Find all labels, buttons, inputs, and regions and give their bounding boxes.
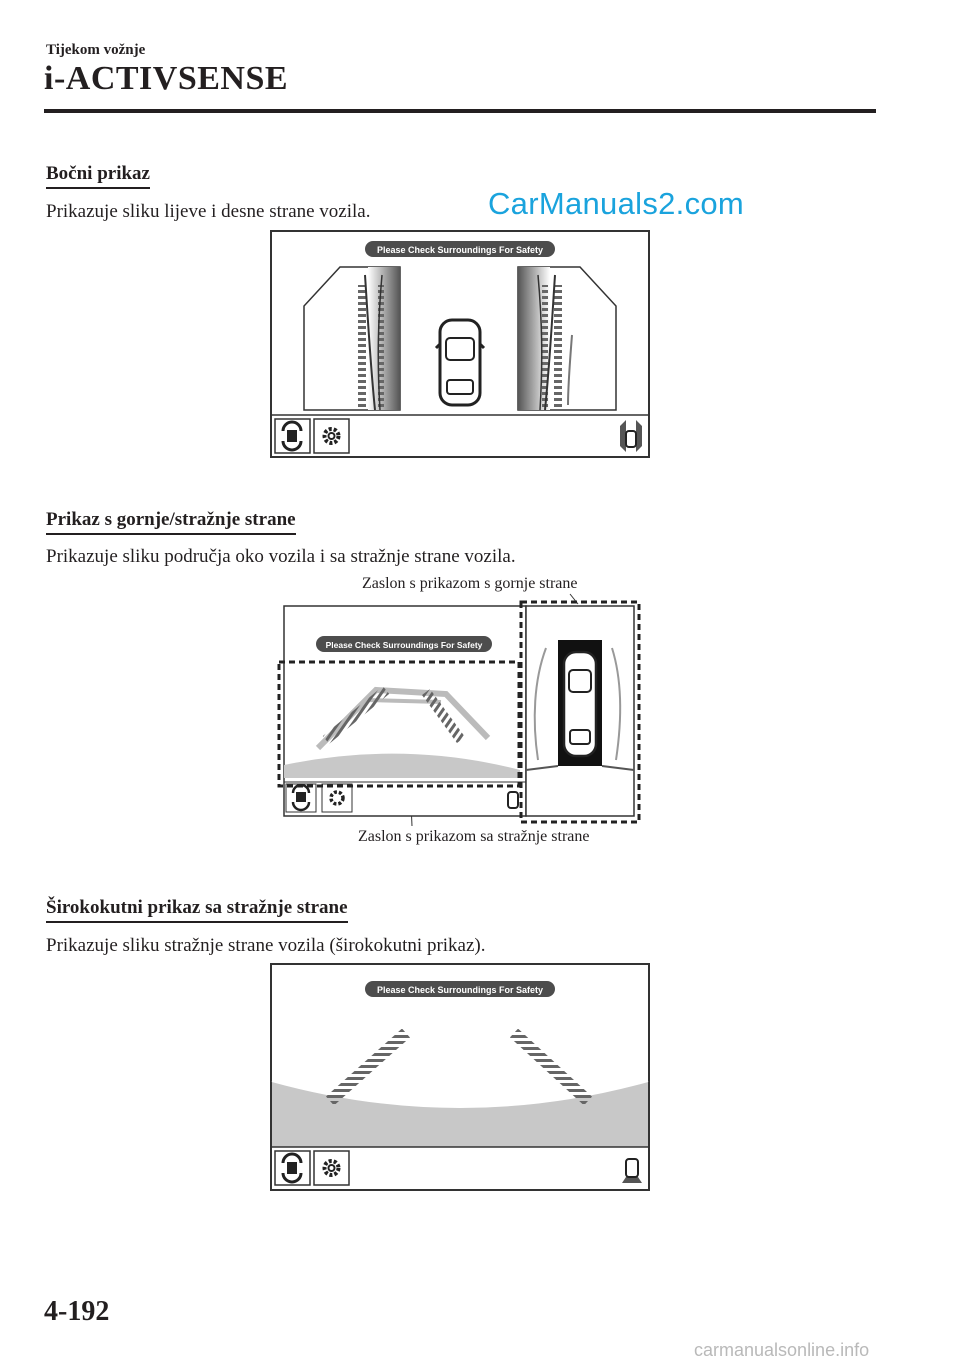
text-side-view: Prikazuje sliku lijeve i desne strane vozila. (46, 201, 371, 222)
callout-rear-view: Zaslon s prikazom sa stražnje strane (358, 828, 590, 845)
settings-gear-icon[interactable] (314, 419, 349, 453)
page-number: 4-192 (44, 1296, 110, 1327)
car-sensor-icon-2 (508, 792, 518, 808)
car-sensor-icon-3 (622, 1159, 642, 1183)
chapter-title: Tijekom vožnje (46, 42, 146, 58)
wide-rear-view-screen (270, 963, 650, 1191)
section-title: i-ACTIVSENSE (44, 60, 289, 97)
heading-wide-rear-view: Širokokutni prikaz sa stražnje strane (46, 897, 348, 923)
heading-side-view: Bočni prikaz (46, 163, 150, 189)
callout-top-view: Zaslon s prikazom s gornje strane (362, 575, 578, 592)
banner-text-2: Please Check Surroundings For Safety (325, 640, 483, 650)
heading-top-rear-view: Prikaz s gornje/stražnje strane (46, 509, 296, 535)
banner-text-3: Please Check Surroundings For Safety (376, 985, 544, 995)
banner-text-1: Please Check Surroundings For Safety (376, 245, 544, 255)
top-rear-view-screen (276, 590, 644, 826)
settings-gear-icon-3[interactable] (314, 1151, 349, 1185)
footer-watermark: carmanualsonline.info (694, 1340, 870, 1360)
car-icon (436, 320, 484, 405)
text-top-rear-view: Prikazuje sliku područja oko vozila i sa stražnje strane vozila. (46, 546, 516, 567)
text-wide-rear-view: Prikazuje sliku stražnje strane vozila (širokokutni prikaz). (46, 935, 486, 956)
side-view-screen (270, 230, 650, 458)
settings-gear-icon-2[interactable] (322, 784, 352, 812)
watermark-logo: CarManuals2.com (488, 186, 745, 221)
header-rule (44, 109, 876, 113)
